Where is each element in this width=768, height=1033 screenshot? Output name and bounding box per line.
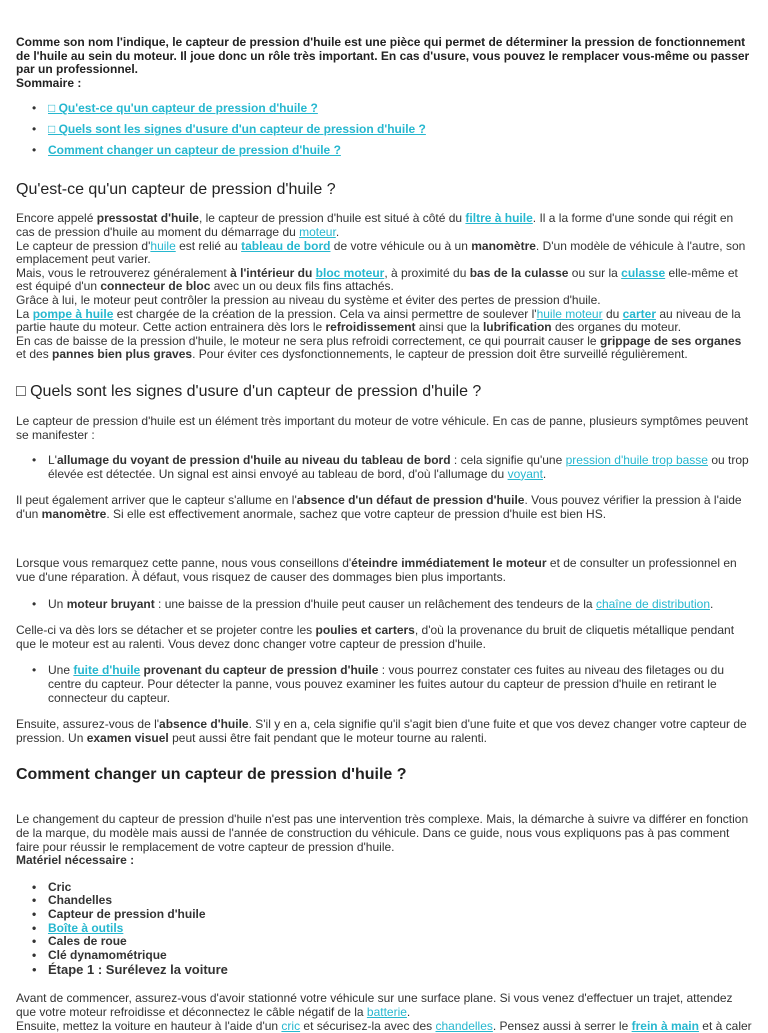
link-carter[interactable]: carter <box>622 306 656 321</box>
symptom-list <box>16 664 752 705</box>
paragraph: Il peut également arriver que le capteur s'allume en l'absence d'un défaut de pression d'huile. Vous pouvez vérifier la pression à l'aide d'un manomètre. Si elle est effectivement anormale, sachez que votre capteur de pression d'huile est bien HS. <box>16 493 742 521</box>
toc-link-wear-signs[interactable]: □ Quels sont les signes d'usure d'un capteur de pression d'huile ? <box>48 122 426 137</box>
list-item <box>48 123 752 144</box>
link-tableau-de-bord[interactable]: tableau de bord <box>241 238 331 253</box>
link-fuite-d-huile[interactable]: fuite d'huile <box>73 663 141 678</box>
paragraph: Celle-ci va dès lors se détacher et se projeter contre les poulies et carters, d'où la provenance du bruit de cliquetis métallique pendant que le moteur est au ralenti. Vous devez donc changer votre capteur de pression d'huile. <box>16 623 735 651</box>
symptom-list <box>16 598 752 612</box>
table-of-contents <box>16 102 752 165</box>
paragraph: Ensuite, mettez la voiture en hauteur à l'aide d'un cric et sécurisez-la avec des chandelles. Pensez aussi à serrer le frein à main et à caler <box>16 1018 752 1033</box>
paragraph: Avant de commencer, assurez-vous d'avoir stationné votre véhicule sur une surface plane. Si vous venez d'effectuer un trajet, attendez que votre moteur refroidisse et déconnectez le câble négatif de la batterie. <box>16 991 733 1019</box>
list-item <box>48 102 752 123</box>
section-title-what-is: Qu'est-ce qu'un capteur de pression d'huile ? <box>16 181 336 199</box>
paragraph: La pompe à huile est chargée de la création de la pression. Cela va ainsi permettre de soulever l'huile moteur du carter au niveau de la partie haute du moteur. Cette action entrainera dès lors le refroidissement ainsi que la lubrification des organes du moteur. <box>16 306 741 335</box>
link-boite-a-outils[interactable]: Boîte à outils <box>48 920 124 935</box>
list-item: • Cric <box>48 881 752 895</box>
list-item: • Capteur de pression d'huile <box>48 908 752 922</box>
paragraph: Encore appelé pressostat d'huile, le capteur de pression d'huile est situé à côté du filtre à huile. Il a la forme d'une sonde qui régit en cas de pression d'huile au moment du démarrage du moteur. <box>16 211 734 239</box>
paragraph: En cas de baisse de la pression d'huile, le moteur ne sera plus refroidi correctement, ce qui pourrait causer le grippage de ses organes et des pannes bien plus graves. Pour éviter ces dysfonctionnements, le capteur de pression doit être surveillé régulièrement. <box>16 333 742 362</box>
step-1-heading: • Étape 1 : Surélevez la voiture <box>48 962 752 978</box>
link-culasse[interactable]: culasse <box>621 265 666 280</box>
paragraph: Ensuite, assurez-vous de l'absence d'huile. S'il y en a, cela signifie qu'il s'agit bien d'une fuite et que vos devez changer votre capteur de pression. Un examen visuel peut aussi être fait pendant que le moteur tourne au ralenti. <box>16 717 747 745</box>
section-body-what-is <box>16 212 752 362</box>
section-title-how-to-change: Comment changer un capteur de pression d'huile ? <box>16 766 407 784</box>
list-item: • L'allumage du voyant de pression d'huile au niveau du tableau de bord : cela signifie qu'une pression d'huile trop basse ou trop élevée est détectée. Un signal est ainsi envoyé au tableau de bord, d'où l'allumage du voyant. <box>48 454 752 481</box>
intro-paragraph: Comme son nom l'indique, le capteur de pression d'huile est une pièce qui permet de déterminer la pression de fonctionnement de l'huile au sein du moteur. Il joue donc un rôle très important. En cas d'usure, vous pouvez le remplacer vous-même ou passer par un professionnel. Sommaire : <box>16 35 750 90</box>
paragraph: Le capteur de pression d'huile est un élément très important du moteur de votre véhicule. En cas de panne, plusieurs symptômes peuvent se manifester : <box>16 413 749 442</box>
link-bloc-moteur[interactable]: bloc moteur <box>315 265 385 280</box>
list-item: • Chandelles <box>48 894 752 908</box>
link-chaine-de-distribution[interactable]: chaîne de distribution <box>595 596 711 611</box>
paragraph: Mais, vous le retrouverez généralement à l'intérieur du bloc moteur, à proximité du bas de la culasse ou sur la culasse elle-même et est équipé d'un connecteur de bloc avec un ou deux fils fins attachés. <box>16 265 738 294</box>
link-voyant[interactable]: voyant <box>507 466 543 481</box>
paragraph: Lorsque vous remarquez cette panne, nous vous conseillons d'éteindre immédiatement le moteur et de consulter un professionnel en vue d'une réparation. À défaut, vous risquez de causer des dommages bien plus importants. <box>16 556 737 585</box>
link-cric[interactable]: cric <box>281 1018 301 1033</box>
section-title-wear-signs: □ Quels sont les signes d'usure d'un capteur de pression d'huile ? <box>16 382 482 400</box>
materials-list <box>16 881 752 979</box>
link-pression-trop-basse[interactable]: pression d'huile trop basse <box>565 453 708 468</box>
toc-link-how-to-change[interactable]: Comment changer un capteur de pression d'huile ? <box>48 143 341 158</box>
link-frein-a-main[interactable]: frein à main <box>631 1018 699 1033</box>
summary-label: Sommaire : <box>16 75 82 90</box>
link-huile-moteur[interactable]: huile moteur <box>536 306 603 321</box>
link-batterie[interactable]: batterie <box>366 1004 407 1019</box>
list-item: • Un moteur bruyant : une baisse de la pression d'huile peut causer un relâchement des tendeurs de la chaîne de distribution. <box>48 598 752 612</box>
link-chandelles[interactable]: chandelles <box>435 1018 493 1033</box>
paragraph: Le changement du capteur de pression d'huile n'est pas une intervention très complexe. Mais, la démarche à suivre va différer en fonction de la marque, du modèle mais aussi de l'année de construction du véhicule. Dans ce guide, nous vous expliquons pas à pas comment faire pour réussir le remplacement de votre capteur de pression d'huile. Matériel nécessaire : <box>16 812 749 868</box>
link-filtre-a-huile[interactable]: filtre à huile <box>465 211 533 226</box>
list-item <box>48 144 752 165</box>
list-item: • Clé dynamométrique <box>48 949 752 963</box>
link-moteur[interactable]: moteur <box>299 224 336 239</box>
materials-label: Matériel nécessaire : <box>16 853 135 868</box>
list-item: • Cales de roue <box>48 935 752 949</box>
list-item: • Une fuite d'huile provenant du capteur de pression d'huile : vous pourrez constater ces fuites au niveau des filetages ou du centre du capteur. Pour détecter la panne, vous pouvez examiner les fuites autour du capteur de pression d'huile en retirant le connecteur du capteur. <box>48 664 752 705</box>
paragraph: Le capteur de pression d'huile est relié au tableau de bord de votre véhicule ou à un manomètre. D'un modèle de véhicule à l'autre, son emplacement peut varier. <box>16 238 746 267</box>
paragraph: Grâce à lui, le moteur peut contrôler la pression au niveau du système et éviter des pertes de pression d'huile. <box>16 292 601 307</box>
list-item <box>48 922 752 936</box>
link-pompe-a-huile[interactable]: pompe à huile <box>32 306 114 321</box>
symptom-list <box>16 454 752 481</box>
link-huile[interactable]: huile <box>150 238 176 253</box>
toc-link-what-is[interactable]: □ Qu'est-ce qu'un capteur de pression d'huile ? <box>48 101 318 116</box>
